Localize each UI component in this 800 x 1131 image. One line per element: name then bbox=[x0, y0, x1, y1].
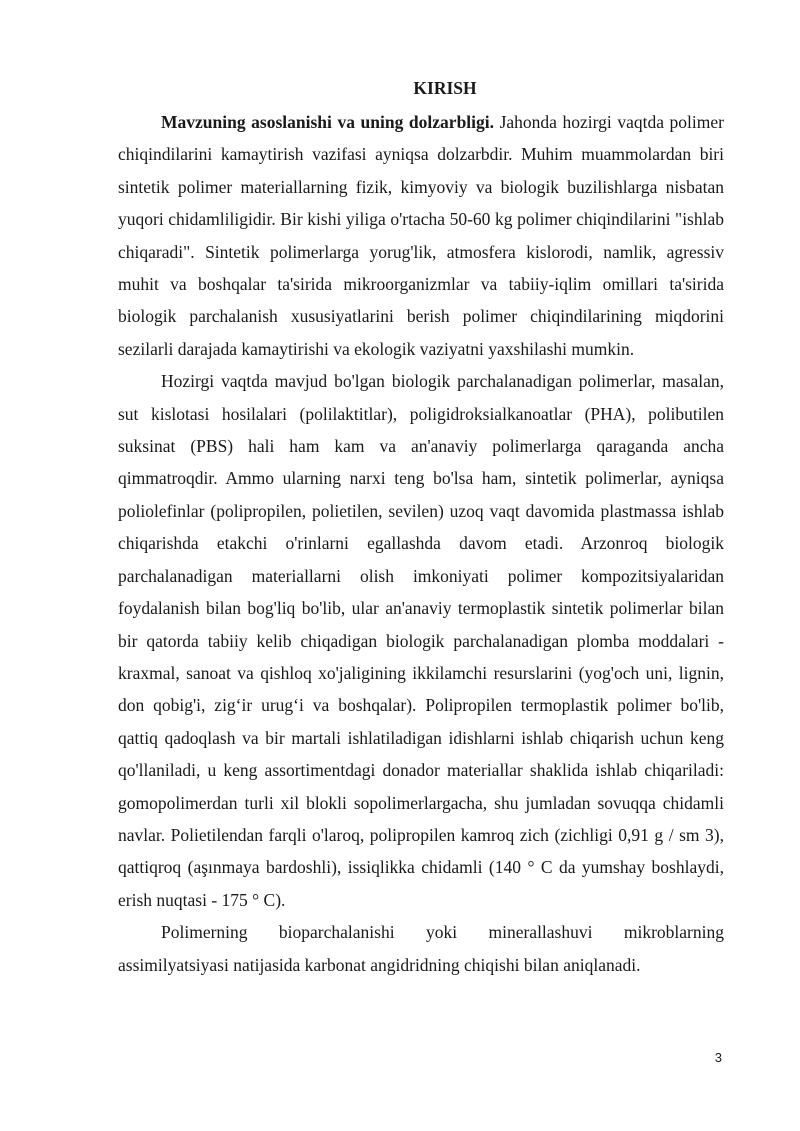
paragraph-1-text: Jahonda hozirgi vaqtda polimer chiqindilarini kamaytirish vazifasi ayniqsa dolzarbdir. Muhim muammolardan biri sintetik polimer materiallarning fizik, kimyoviy va biologik buzilishlarga nisbatan yuqori chidamliligidir. Bir kishi yiliga o'rtacha 50-60 kg polimer chiqindilarini "ishlab chiqaradi". Sintetik polimerlarga yorug'lik, atmosfera kislorodi, namlik, agressiv muhit va boshqalar ta'sirida mikroorganizmlar va tabiiy-iqlim omillari ta'sirida biologik parchalanish xususiyatlarini berish polimer chiqindilarining miqdorini sezilarli darajada kamaytirishi va ekologik vaziyatni yaxshilashi mumkin. bbox=[118, 112, 724, 359]
paragraph-lead: Mavzuning asoslanishi va uning dolzarbligi. bbox=[161, 112, 495, 132]
paragraph-1 bbox=[118, 106, 724, 365]
paragraph-3: Polimerning bioparchalanishi yoki minerallashuvi mikroblarning assimilyatsiyasi natijasida karbonat angidridning chiqishi bilan aniqlanadi. bbox=[118, 922, 724, 975]
page-number: 3 bbox=[714, 1050, 722, 1065]
body-text bbox=[118, 106, 724, 981]
section-heading: KIRISH bbox=[413, 78, 477, 98]
paragraph-2: Hozirgi vaqtda mavjud bo'lgan biologik parchalanadigan polimerlar, masalan, sut kislotasi hosilalari (polilaktitlar), poligidroksialkanoatlar (PHA), polibutilen suksinat (PBS) hali ham kam va an'anaviy polimerlarga qaraganda ancha qimmatroqdir. Ammo ularning narxi teng bo'lsa ham, sintetik polimerlar, ayniqsa poliolefinlar (polipropilen, polietilen, sevilen) uzoq vaqt davomida plastmassa ishlab chiqarishda etakchi o'rinlarni egallashda davom etadi. Arzonroq biologik parchalanadigan materiallarni olish imkoniyati polimer kompozitsiyalaridan foydalanish bilan bog'liq bo'lib, ular an'anaviy termoplastik sintetik polimerlar bilan bir qatorda tabiiy kelib chiqadigan biologik parchalanadigan plomba moddalari - kraxmal, sanoat va qishloq xo'jaligining ikkilamchi resurslarini (yog'och uni, lignin, don qobig'i, zig‘ir urug‘i va boshqalar). Polipropilen termoplastik polimer bo'lib, qattiq qadoqlash va bir martali ishlatiladigan idishlarni ishlab chiqarish uchun keng qo'llaniladi, u keng assortimentdagi donador materiallar shaklida ishlab chiqariladi: gomopolimerdan turli xil blokli sopolimerlargacha, shu jumladan sovuqqa chidamli navlar. Polietilendan farqli o'laroq, polipropilen kamroq zich (zichligi 0,91 g / sm 3), qattiqroq (aşınmaya bardoshli), issiqlikka chidamli (140 ° C da yumshay boshlaydi, erish nuqtasi - 175 ° C). bbox=[118, 371, 724, 910]
